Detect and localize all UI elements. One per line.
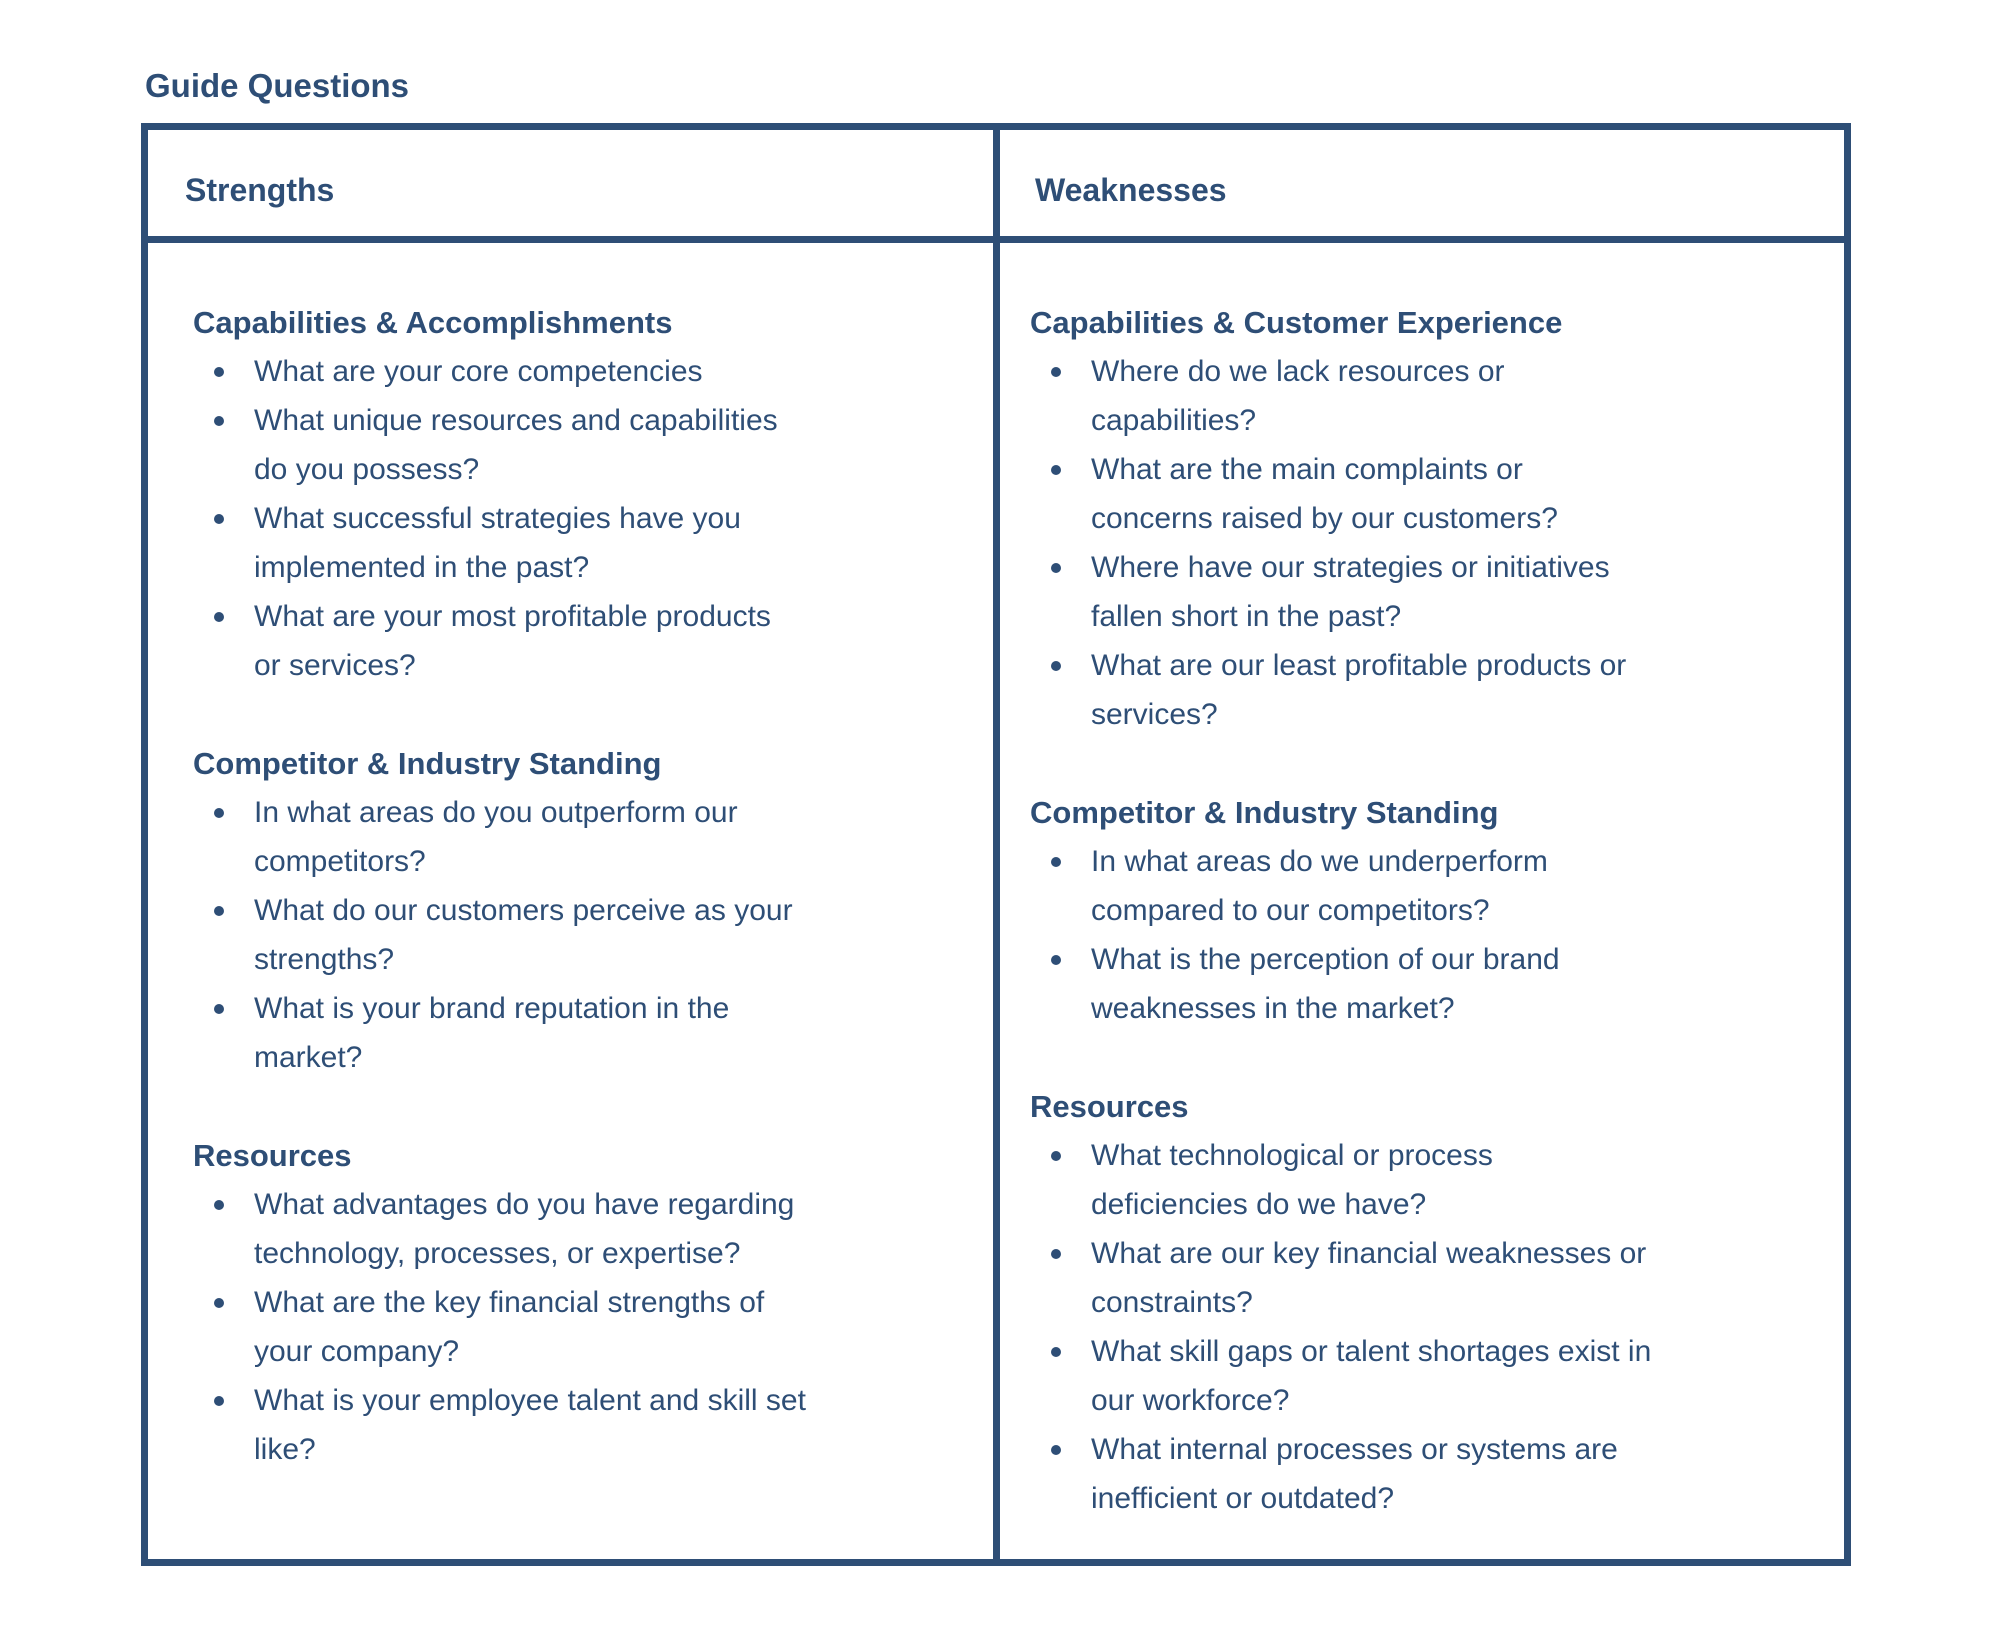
question-text: constraints?	[1091, 1286, 1253, 1319]
bullet-icon	[1051, 1249, 1061, 1259]
bullet-icon	[1051, 1347, 1061, 1357]
question-item	[193, 1376, 983, 1474]
strengths-header: Strengths	[185, 172, 335, 208]
bullet-icon	[214, 1298, 224, 1308]
question-text: implemented in the past?	[254, 551, 590, 584]
bullet-icon	[214, 367, 224, 377]
section-heading: Capabilities & Customer Experience	[1030, 305, 1563, 340]
bullet-icon	[214, 906, 224, 916]
question-list	[1030, 347, 1840, 739]
bullet-icon	[1051, 1151, 1061, 1161]
bullet-icon	[214, 1396, 224, 1406]
section-heading: Competitor & Industry Standing	[193, 746, 662, 781]
question-text: What are our least profitable products or	[1091, 649, 1627, 682]
question-text: your company?	[254, 1335, 460, 1368]
question-text: What internal processes or systems are	[1091, 1433, 1618, 1466]
question-text: like?	[254, 1433, 316, 1466]
bullet-icon	[214, 1200, 224, 1210]
question-text: fallen short in the past?	[1091, 600, 1402, 633]
section-heading: Competitor & Industry Standing	[1030, 795, 1499, 830]
question-text: inefficient or outdated?	[1091, 1482, 1395, 1515]
question-item	[1030, 641, 1840, 739]
question-text: strengths?	[254, 943, 395, 976]
section-resources	[193, 1131, 983, 1474]
question-item	[193, 1278, 983, 1376]
question-item	[193, 592, 983, 690]
question-item	[193, 788, 983, 886]
bullet-icon	[1051, 857, 1061, 867]
section-heading: Resources	[1030, 1089, 1189, 1124]
question-list	[193, 347, 983, 690]
question-text: do you possess?	[254, 453, 480, 486]
section-capabilities-and-customer-experience	[1030, 298, 1840, 739]
weaknesses-header: Weaknesses	[1035, 172, 1227, 208]
question-text: What are your core competencies	[254, 355, 703, 388]
question-text: weaknesses in the market?	[1091, 992, 1455, 1025]
weaknesses-column	[1030, 298, 1840, 1572]
question-item	[1030, 543, 1840, 641]
section-capabilities-and-accomplishments	[193, 298, 983, 690]
question-item	[193, 396, 983, 494]
question-item	[193, 347, 983, 396]
bullet-icon	[1051, 563, 1061, 573]
bullet-icon	[1051, 465, 1061, 475]
question-text: Where do we lack resources or	[1091, 355, 1505, 388]
question-text: What skill gaps or talent shortages exist in	[1091, 1335, 1652, 1368]
section-competitor-and-industry-standing	[193, 739, 983, 1082]
question-text: What are our key financial weaknesses or	[1091, 1237, 1647, 1270]
question-item	[1030, 445, 1840, 543]
question-text: What advantages do you have regarding	[254, 1188, 795, 1221]
question-text: concerns raised by our customers?	[1091, 502, 1558, 535]
strengths-column	[193, 298, 983, 1523]
bullet-icon	[214, 1004, 224, 1014]
question-item	[1030, 1327, 1840, 1425]
column-divider	[993, 130, 1000, 1559]
question-text: capabilities?	[1091, 404, 1257, 437]
question-text: competitors?	[254, 845, 426, 878]
question-text: What do our customers perceive as your	[254, 894, 793, 927]
bullet-icon	[1051, 955, 1061, 965]
question-text: deficiencies do we have?	[1091, 1188, 1427, 1221]
question-item	[1030, 1229, 1840, 1327]
question-text: market?	[254, 1041, 363, 1074]
bullet-icon	[214, 612, 224, 622]
question-text: What successful strategies have you	[254, 502, 741, 535]
question-item	[1030, 347, 1840, 445]
question-text: our workforce?	[1091, 1384, 1290, 1417]
question-text: What is your employee talent and skill set	[254, 1384, 806, 1417]
question-text: In what areas do we underperform	[1091, 845, 1548, 878]
bullet-icon	[214, 416, 224, 426]
question-item	[193, 984, 983, 1082]
question-list	[193, 788, 983, 1082]
question-item	[193, 494, 983, 592]
question-text: In what areas do you outperform our	[254, 796, 738, 829]
question-text: or services?	[254, 649, 416, 682]
question-item	[193, 886, 983, 984]
section-resources	[1030, 1082, 1840, 1523]
question-item	[193, 1180, 983, 1278]
question-text: What technological or process	[1091, 1139, 1493, 1172]
question-text: What are your most profitable products	[254, 600, 771, 633]
bullet-icon	[1051, 1445, 1061, 1455]
question-text: technology, processes, or expertise?	[254, 1237, 741, 1270]
question-list	[1030, 1131, 1840, 1523]
question-list	[193, 1180, 983, 1474]
section-competitor-and-industry-standing	[1030, 788, 1840, 1033]
question-text: What are the key financial strengths of	[254, 1286, 765, 1319]
bullet-icon	[214, 808, 224, 818]
section-heading: Capabilities & Accomplishments	[193, 305, 673, 340]
question-item	[1030, 935, 1840, 1033]
question-text: What are the main complaints or	[1091, 453, 1523, 486]
section-heading: Resources	[193, 1138, 352, 1173]
question-item	[1030, 1425, 1840, 1523]
question-text: services?	[1091, 698, 1218, 731]
question-item	[1030, 837, 1840, 935]
question-text: Where have our strategies or initiatives	[1091, 551, 1610, 584]
question-list	[1030, 837, 1840, 1033]
swot-table	[141, 123, 1851, 1566]
bullet-icon	[1051, 661, 1061, 671]
question-text: compared to our competitors?	[1091, 894, 1490, 927]
question-text: What is your brand reputation in the	[254, 992, 730, 1025]
question-text: What is the perception of our brand	[1091, 943, 1560, 976]
question-item	[1030, 1131, 1840, 1229]
bullet-icon	[214, 514, 224, 524]
page-title: Guide Questions	[145, 67, 410, 104]
question-text: What unique resources and capabilities	[254, 404, 778, 437]
bullet-icon	[1051, 367, 1061, 377]
